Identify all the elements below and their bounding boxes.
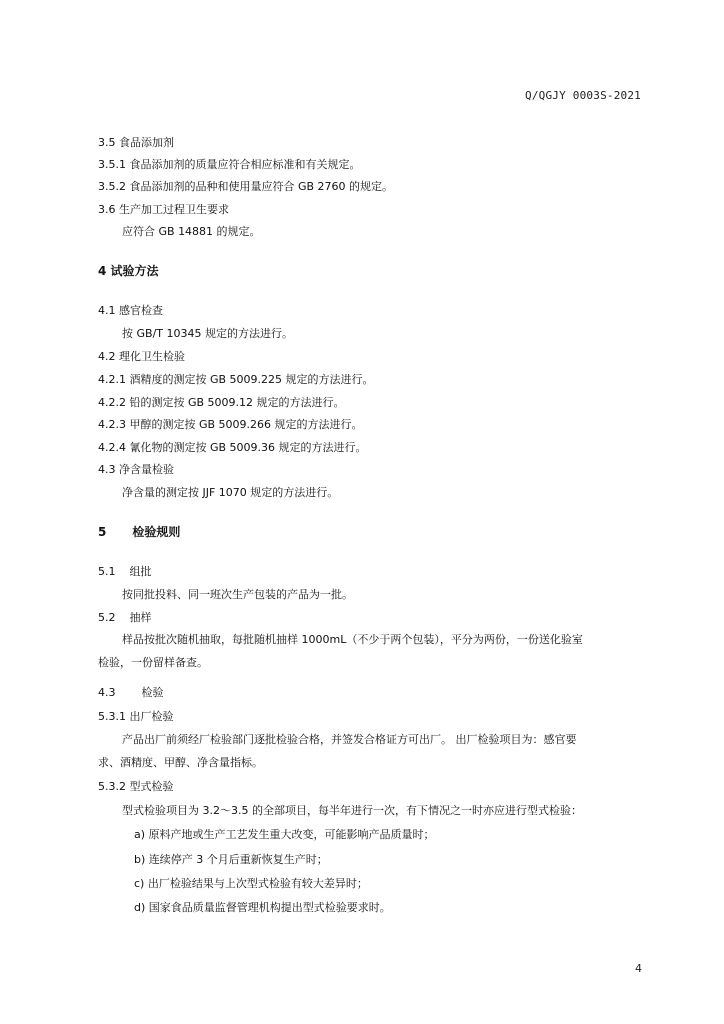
section-5-2-body-line2: 检验，一份留样备查。	[98, 656, 208, 669]
section-5-2-label: 抽样	[129, 611, 152, 624]
page-number: 4	[635, 962, 642, 975]
section-5-1-number: 5.1	[98, 565, 116, 578]
section-4-2-4: 4.2.4 氰化物的测定按 GB 5009.36 规定的方法进行。	[98, 441, 367, 454]
list-item-d: d) 国家食品质量监督管理机构提出型式检验要求时。	[134, 901, 391, 914]
section-5-3-2-body: 型式检验项目为 3.2～3.5 的全部项目，每半年进行一次，有下情况之一时亦应进行型式检验：	[122, 804, 582, 817]
section-5-3-1-title: 5.3.1 出厂检验	[98, 710, 174, 723]
section-5-2-title	[98, 611, 152, 625]
section-5-3-1-body-line1: 产品出厂前须经厂检验部门逐批检验合格，并签发合格证方可出厂。 出厂检验项目为：感官要	[122, 733, 577, 746]
section-5-2-number: 5.2	[98, 611, 116, 624]
section-5-3-number: 4.3	[98, 686, 116, 699]
section-4-heading: 4 试验方法	[98, 264, 159, 278]
section-4-3-body: 净含量的测定按 JJF 1070 规定的方法进行。	[122, 486, 339, 499]
section-4-2-title: 4.2 理化卫生检验	[98, 350, 185, 363]
section-5-number: 5	[98, 525, 107, 539]
section-3-5-1: 3.5.1 食品添加剂的质量应符合相应标准和有关规定。	[98, 158, 361, 171]
section-3-6-body: 应符合 GB 14881 的规定。	[122, 225, 261, 238]
section-5-title: 检验规则	[132, 525, 181, 539]
standard-code-header: Q/QGJY 0003S-2021	[525, 89, 641, 102]
section-4-2-3: 4.2.3 甲醇的测定按 GB 5009.266 规定的方法进行。	[98, 418, 363, 431]
section-5-3-label: 检验	[141, 686, 164, 699]
section-4-2-1: 4.2.1 酒精度的测定按 GB 5009.225 规定的方法进行。	[98, 373, 374, 386]
section-3-6-title: 3.6 生产加工过程卫生要求	[98, 203, 229, 216]
section-5-3-1-body-line2: 求、酒精度、甲醇、净含量指标。	[98, 756, 263, 769]
section-5-1-title	[98, 565, 152, 579]
list-item-a: a) 原料产地或生产工艺发生重大改变，可能影响产品质量时；	[134, 828, 435, 841]
section-4-1-body: 按 GB/T 10345 规定的方法进行。	[122, 327, 293, 340]
section-5-1-body: 按同批投料、同一班次生产包装的产品为一批。	[122, 588, 353, 601]
section-4-3-title: 4.3 净含量检验	[98, 463, 174, 476]
section-3-5-2: 3.5.2 食品添加剂的品种和使用量应符合 GB 2760 的规定。	[98, 180, 394, 193]
section-4-2-2: 4.2.2 铅的测定按 GB 5009.12 规定的方法进行。	[98, 396, 345, 409]
section-5-heading	[98, 525, 180, 539]
section-5-3-2-title: 5.3.2 型式检验	[98, 780, 174, 793]
section-5-1-label: 组批	[129, 565, 152, 578]
section-5-2-body-line1: 样品按批次随机抽取，每批随机抽样 1000mL（不少于两个包装），平分为两份，一份送化验室	[122, 633, 583, 646]
list-item-c: c) 出厂检验结果与上次型式检验有较大差异时；	[134, 877, 368, 890]
section-5-3-title	[98, 686, 164, 700]
section-3-5-title: 3.5 食品添加剂	[98, 136, 174, 149]
section-4-1-title: 4.1 感官检查	[98, 304, 163, 317]
list-item-b: b) 连续停产 3 个月后重新恢复生产时；	[134, 853, 328, 866]
